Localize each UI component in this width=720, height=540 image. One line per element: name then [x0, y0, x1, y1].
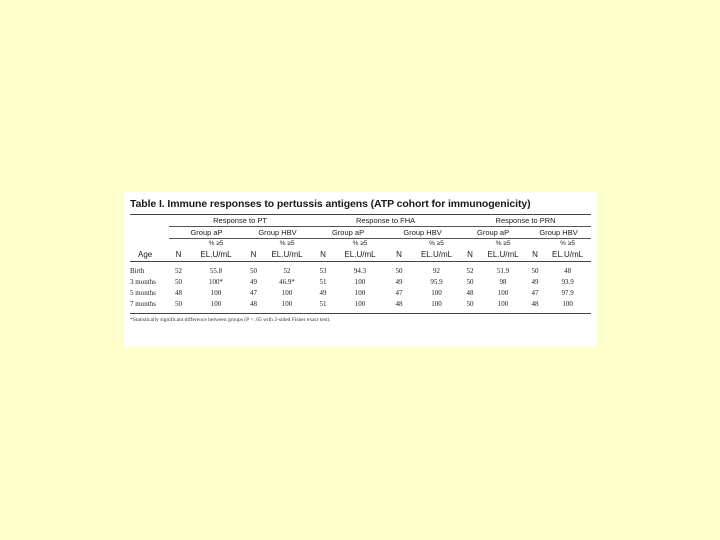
units-header: EL.U/mL [344, 250, 376, 259]
table-row [130, 299, 591, 313]
table-cell: 51.9 [496, 267, 510, 275]
table-figure [124, 192, 597, 347]
percent-header: % ≥5 [429, 240, 444, 247]
table-cell: 95.9 [430, 278, 443, 286]
table-cell: 100 [354, 278, 366, 286]
age-cell: 7 months [130, 300, 156, 308]
table-cell: 98 [499, 278, 507, 286]
table-cell: 51 [319, 278, 327, 286]
table-cell: 50 [466, 300, 474, 308]
units-header: EL.U/mL [487, 250, 519, 259]
table-cell: 92 [433, 267, 441, 275]
table-cell: 100 [281, 300, 293, 308]
table-cell: 51 [319, 300, 327, 308]
table-title: Table I. Immune responses to pertussis antigens (ATP cohort for immunogenicity) [130, 198, 531, 210]
table-cell: 47 [395, 289, 403, 297]
group-header: Group aP [460, 227, 526, 239]
table-cell: 49 [250, 278, 257, 286]
table-footnote: *Statistically significant difference between groups (P < .05 with 2-sided Fisher exact test). [130, 317, 331, 323]
table-cell: 50 [175, 278, 182, 286]
group-header: Group HBV [244, 227, 311, 239]
age-cell: Birth [130, 267, 145, 275]
group-header: Group HBV [385, 227, 460, 239]
empty-header-cell [130, 227, 169, 239]
n-header: N [532, 250, 538, 259]
table-cell: 100 [431, 300, 442, 308]
table-cell: 50 [531, 267, 539, 275]
units-header: EL.U/mL [271, 250, 303, 259]
table-cell: 100 [354, 300, 366, 308]
group-header: Group aP [169, 227, 244, 239]
table-cell: 50 [395, 267, 403, 275]
table-cell: 50 [466, 278, 474, 286]
table-row [130, 277, 591, 288]
table-cell: 100 [497, 300, 509, 308]
units-header: EL.U/mL [420, 250, 453, 259]
table-cell: 97.9 [561, 289, 574, 297]
table-cell: 49 [531, 278, 539, 286]
table-cell: 100 [210, 300, 222, 308]
table-cell: 50 [175, 300, 182, 308]
n-header: N [250, 250, 257, 259]
table-cell: 100 [354, 289, 366, 297]
response-fha-header: Response to FHA [311, 215, 460, 227]
table-cell: 100 [497, 289, 509, 297]
table-cell: 55.8 [209, 267, 223, 275]
group-header-row [130, 227, 591, 239]
group-header: Group HBV [526, 227, 591, 239]
table-row [130, 288, 591, 299]
percent-header-row [130, 239, 591, 250]
table-cell: 52 [283, 267, 291, 275]
table-cell: 49 [319, 289, 327, 297]
percent-header: % ≥5 [352, 240, 368, 247]
percent-header: % ≥5 [495, 240, 511, 247]
response-pt-header: Response to PT [169, 215, 311, 227]
table-cell: 50 [250, 267, 257, 275]
empty-header-cell [130, 215, 169, 227]
table-cell: 52 [175, 267, 182, 275]
age-cell: 3 months [130, 278, 156, 286]
table-cell: 94.3 [353, 267, 367, 275]
table-cell: 93.9 [561, 278, 574, 286]
n-header: N [396, 250, 402, 259]
table-cell: 48 [531, 300, 539, 308]
response-prn-header: Response to PRN [460, 215, 591, 227]
table-cell: 48 [175, 289, 182, 297]
table-cell: 100 [210, 289, 222, 297]
age-cell: 5 months [130, 289, 156, 297]
units-header: EL.U/mL [200, 250, 232, 259]
age-header: Age [138, 250, 153, 259]
n-header: N [320, 250, 326, 259]
table-cell: 48 [466, 289, 474, 297]
table-cell: 53 [319, 267, 327, 275]
table-cell: 100 [562, 300, 573, 308]
table-cell: 47 [250, 289, 257, 297]
table-row [130, 262, 591, 278]
table-cell: 52 [466, 267, 474, 275]
table-cell: 48 [564, 267, 572, 275]
units-header: EL.U/mL [552, 250, 584, 259]
group-header: Group aP [311, 227, 385, 239]
percent-header: % ≥5 [208, 240, 224, 247]
table-cell: 48 [250, 300, 257, 308]
n-header: N [175, 250, 182, 259]
percent-header: % ≥5 [279, 240, 295, 247]
table-cell: 46.9* [279, 278, 295, 286]
table-cell: 48 [395, 300, 403, 308]
immune-response-table [130, 215, 591, 313]
table-cell: 49 [395, 278, 403, 286]
response-header-row [130, 215, 591, 227]
table-cell: 100* [209, 278, 223, 286]
table-cell: 47 [531, 289, 539, 297]
percent-header: % ≥5 [560, 240, 575, 247]
table-cell: 100 [431, 289, 442, 297]
table-cell: 100 [281, 289, 293, 297]
n-header: N [467, 250, 473, 259]
column-header-row [130, 249, 591, 262]
